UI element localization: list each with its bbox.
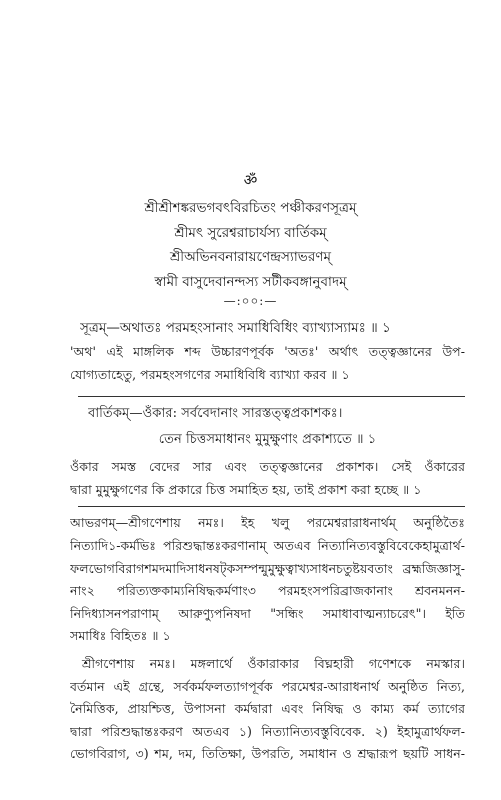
text-line: বর্তমান এই গ্রন্থে, সর্বকর্মফলত্যাগপূর্বক পরমেশ্বর-আরাধনার্থ অনুষ্ঠিত নিত্য, <box>70 678 465 694</box>
vartika-verse: তেন চিত্তসমাধানং মুমুক্ষুণাং প্রকাশ্যতে ॥ ১ <box>158 432 377 447</box>
title-block <box>0 196 501 294</box>
sutra-translation <box>70 341 465 386</box>
text-line: শ্রীগণেশায় নমঃ। মঙ্গলার্থে ওঁকারাকার বিঘ্নহারী গণেশকে নমস্কার। <box>82 656 465 671</box>
title-line: শ্রীঅভিনবনারায়ণেন্দ্রস্যাভরণম্ <box>170 249 331 265</box>
text-line: দ্বারা মুমুক্ষুগণের কি প্রকারে চিত্ত সমাহিত হয়, তাই প্রকাশ করা হচ্ছে ॥ ১ <box>70 481 422 497</box>
ornament-divider: —:০০:— <box>223 294 278 308</box>
text-line: নৈমিত্তিক, প্রায়শ্চিত্ত, উপাসনা কর্মদ্বারা এবং নিষিদ্ধ ও কাম্য কর্ম ত্যাগের <box>70 701 465 716</box>
text-line: দ্বারা পরিশুদ্ধান্তঃকরণ অতএব ১) নিত্যানিত্যবস্তুবিবেক. ২) ইহামুত্রার্থফল- <box>70 723 465 739</box>
section-rule <box>78 396 465 397</box>
text-line: নিদিধ্যাসনপরাণাম্ আরুণ্যুপনিষদা "সন্ধিং সমাধাবাত্মন্যাচরেৎ"। ইতি <box>70 605 465 621</box>
abharanam-text <box>70 535 465 648</box>
title-line: শ্রীমৎ সুরেশ্বরাচার্যস্য বার্তিকম্ <box>174 224 327 241</box>
text-line: ওঁকার সমস্ত বেদের সার এবং তত্ত্বজ্ঞানের প্রকাশক। সেই ওঁকারের <box>70 459 465 474</box>
om-symbol: ॐ <box>243 171 258 189</box>
text-line: নিত্যাদি১-কর্মভিঃ পরিশুদ্ধান্তঃকরণানাম্ অতএব নিত্যানিত্যবস্তুবিবেকেহামুত্রার্থ- <box>70 538 465 553</box>
title-line: শ্রীশ্রীশঙ্করভগবৎবিরচিতং পঞ্চীকরণসূত্রম্ <box>144 200 357 216</box>
sutra-heading: সূত্রম্—অথাতঃ পরমহংসানাং সমাধিবিধিং ব্যাখ্যাস্যামঃ ॥ ১ <box>80 320 391 336</box>
text-line: নাং২ পরিত্যক্তকাম্যনিষিদ্ধকর্মণাং৩ পরমহংসপরিব্রাজকানাং শ্রবনমনন- <box>70 583 465 598</box>
title-line: স্বামী বাসুদেবানন্দস্য সটীকবঙ্গানুবাদম্ <box>154 273 347 290</box>
vartika-heading: বার্তিকম্—ওঁকার: সর্ববেদানাং সারস্তত্ত্বপ্রকাশকঃ। <box>88 406 343 421</box>
text-line: যোগ্যতাহেতু, পরমহংসগণের সমাধিবিধি ব্যাখ্যা করব ॥ ১ <box>70 366 350 382</box>
text-line: ভোগবিরাগ, ৩) শম, দম, তিতিক্ষা, উপরতি, সমাধান ও শ্রদ্ধারূপ ছয়টি সাধন- <box>70 746 465 761</box>
text-line: 'অথ' এই মাঙ্গলিক শব্দ উচ্চারণপূর্বক 'অতঃ' অর্থাৎ তত্ত্বজ্ঞানের উপ- <box>70 344 465 359</box>
section-rule <box>78 506 465 507</box>
vartika-translation <box>70 456 465 501</box>
text-line: সমাধিঃ বিহিতঃ ॥ ১ <box>70 628 171 643</box>
abharanam-heading: আভরণম্—শ্রীগণেশায় নমঃ। ইহ খলু পরমেশ্বরারাধনার্থম্ অনুষ্ঠিতৈঃ <box>70 515 465 530</box>
bengali-commentary <box>70 653 465 766</box>
text-line: ফলভোগবিরাগশমদমাদিসাধনষট্‌কসম্পন্মুমুক্ষুত্বাখ্যসাধনচতুষ্টয়বতাং ব্রহ্মজিজ্ঞাসু- <box>70 560 465 576</box>
